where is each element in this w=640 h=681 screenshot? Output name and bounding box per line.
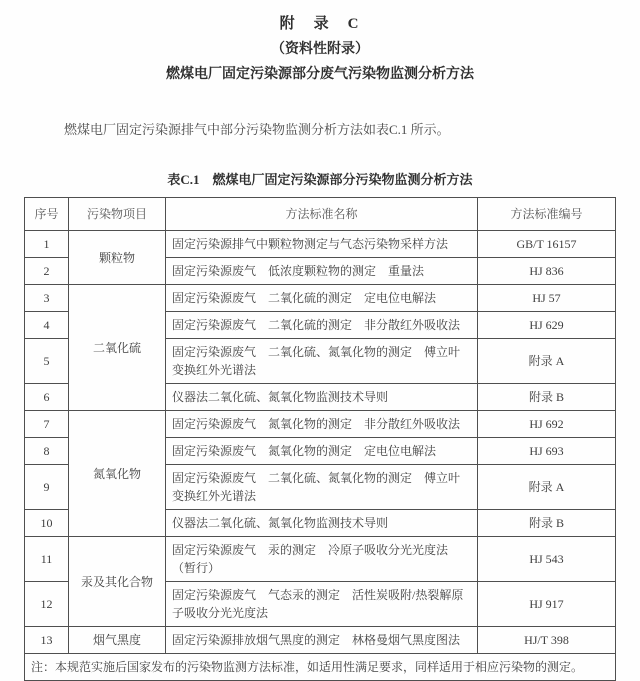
monitoring-methods-table bbox=[24, 197, 616, 681]
column-header-pollutant: 污染物项目 bbox=[69, 198, 166, 231]
standard-code-cell: HJ 543 bbox=[478, 537, 616, 582]
method-name-cell: 固定污染源排气中颗粒物测定与气态污染物采样方法 bbox=[166, 231, 478, 258]
pollutant-group-cell: 烟气黑度 bbox=[69, 627, 166, 654]
standard-code-cell: HJ 57 bbox=[478, 285, 616, 312]
note-cell: 注：本规范实施后国家发布的污染物监测方法标准，如适用性满足要求，同样适用于相应污染物的测定。 bbox=[25, 654, 616, 681]
method-name-cell: 固定污染源废气 低浓度颗粒物的测定 重量法 bbox=[166, 258, 478, 285]
row-number-cell: 9 bbox=[25, 465, 69, 510]
appendix-subtitle: （资料性附录） bbox=[271, 42, 369, 57]
table-note-row bbox=[25, 654, 616, 681]
method-name-cell: 仪器法二氧化硫、氮氧化物监测技术导则 bbox=[166, 510, 478, 537]
table-row bbox=[25, 411, 616, 438]
method-name-cell: 固定污染源废气 汞的测定 冷原子吸收分光光度法（暂行） bbox=[166, 537, 478, 582]
row-number-cell: 8 bbox=[25, 438, 69, 465]
standard-code-cell: 附录 A bbox=[478, 339, 616, 384]
row-number-cell: 11 bbox=[25, 537, 69, 582]
method-name-cell: 固定污染源废气 氮氧化物的测定 非分散红外吸收法 bbox=[166, 411, 478, 438]
row-number-cell: 5 bbox=[25, 339, 69, 384]
row-number-cell: 12 bbox=[25, 582, 69, 627]
method-name-cell: 仪器法二氧化硫、氮氧化物监测技术导则 bbox=[166, 384, 478, 411]
standard-code-cell: 附录 B bbox=[478, 510, 616, 537]
column-header-standard-code: 方法标准编号 bbox=[478, 198, 616, 231]
standard-code-cell: HJ/T 398 bbox=[478, 627, 616, 654]
method-name-cell: 固定污染源废气 气态汞的测定 活性炭吸附/热裂解原子吸收分光光度法 bbox=[166, 582, 478, 627]
table-header-row bbox=[25, 198, 616, 231]
standard-code-cell: HJ 836 bbox=[478, 258, 616, 285]
pollutant-group-cell: 颗粒物 bbox=[69, 231, 166, 285]
table-row bbox=[25, 231, 616, 258]
row-number-cell: 1 bbox=[25, 231, 69, 258]
table-row bbox=[25, 285, 616, 312]
table-row bbox=[25, 627, 616, 654]
table-row bbox=[25, 537, 616, 582]
standard-code-cell: HJ 917 bbox=[478, 582, 616, 627]
standard-code-cell: GB/T 16157 bbox=[478, 231, 616, 258]
standard-code-cell: HJ 693 bbox=[478, 438, 616, 465]
pollutant-group-cell: 汞及其化合物 bbox=[69, 537, 166, 627]
row-number-cell: 6 bbox=[25, 384, 69, 411]
column-header-method-name: 方法标准名称 bbox=[166, 198, 478, 231]
standard-code-cell: HJ 629 bbox=[478, 312, 616, 339]
table-caption: 表C.1 燃煤电厂固定污染源部分污染物监测分析方法 bbox=[167, 172, 473, 187]
row-number-cell: 7 bbox=[25, 411, 69, 438]
heading-block bbox=[0, 12, 640, 83]
standard-code-cell: 附录 A bbox=[478, 465, 616, 510]
column-header-index: 序号 bbox=[25, 198, 69, 231]
intro-paragraph: 燃煤电厂固定污染源排气中部分污染物监测分析方法如表C.1 所示。 bbox=[64, 122, 450, 137]
method-name-cell: 固定污染源废气 二氧化硫、氮氧化物的测定 傅立叶变换红外光谱法 bbox=[166, 339, 478, 384]
row-number-cell: 3 bbox=[25, 285, 69, 312]
standard-code-cell: 附录 B bbox=[478, 384, 616, 411]
pollutant-group-cell: 二氧化硫 bbox=[69, 285, 166, 411]
standard-code-cell: HJ 692 bbox=[478, 411, 616, 438]
method-name-cell: 固定污染源废气 二氧化硫的测定 定电位电解法 bbox=[166, 285, 478, 312]
document-title: 燃煤电厂固定污染源部分废气污染物监测分析方法 bbox=[166, 67, 474, 82]
method-name-cell: 固定污染源排放烟气黑度的测定 林格曼烟气黑度图法 bbox=[166, 627, 478, 654]
row-number-cell: 10 bbox=[25, 510, 69, 537]
row-number-cell: 4 bbox=[25, 312, 69, 339]
method-name-cell: 固定污染源废气 二氧化硫的测定 非分散红外吸收法 bbox=[166, 312, 478, 339]
row-number-cell: 2 bbox=[25, 258, 69, 285]
method-name-cell: 固定污染源废气 二氧化硫、氮氧化物的测定 傅立叶变换红外光谱法 bbox=[166, 465, 478, 510]
method-name-cell: 固定污染源废气 氮氧化物的测定 定电位电解法 bbox=[166, 438, 478, 465]
appendix-title: 附 录 C bbox=[279, 16, 361, 32]
row-number-cell: 13 bbox=[25, 627, 69, 654]
pollutant-group-cell: 氮氧化物 bbox=[69, 411, 166, 537]
